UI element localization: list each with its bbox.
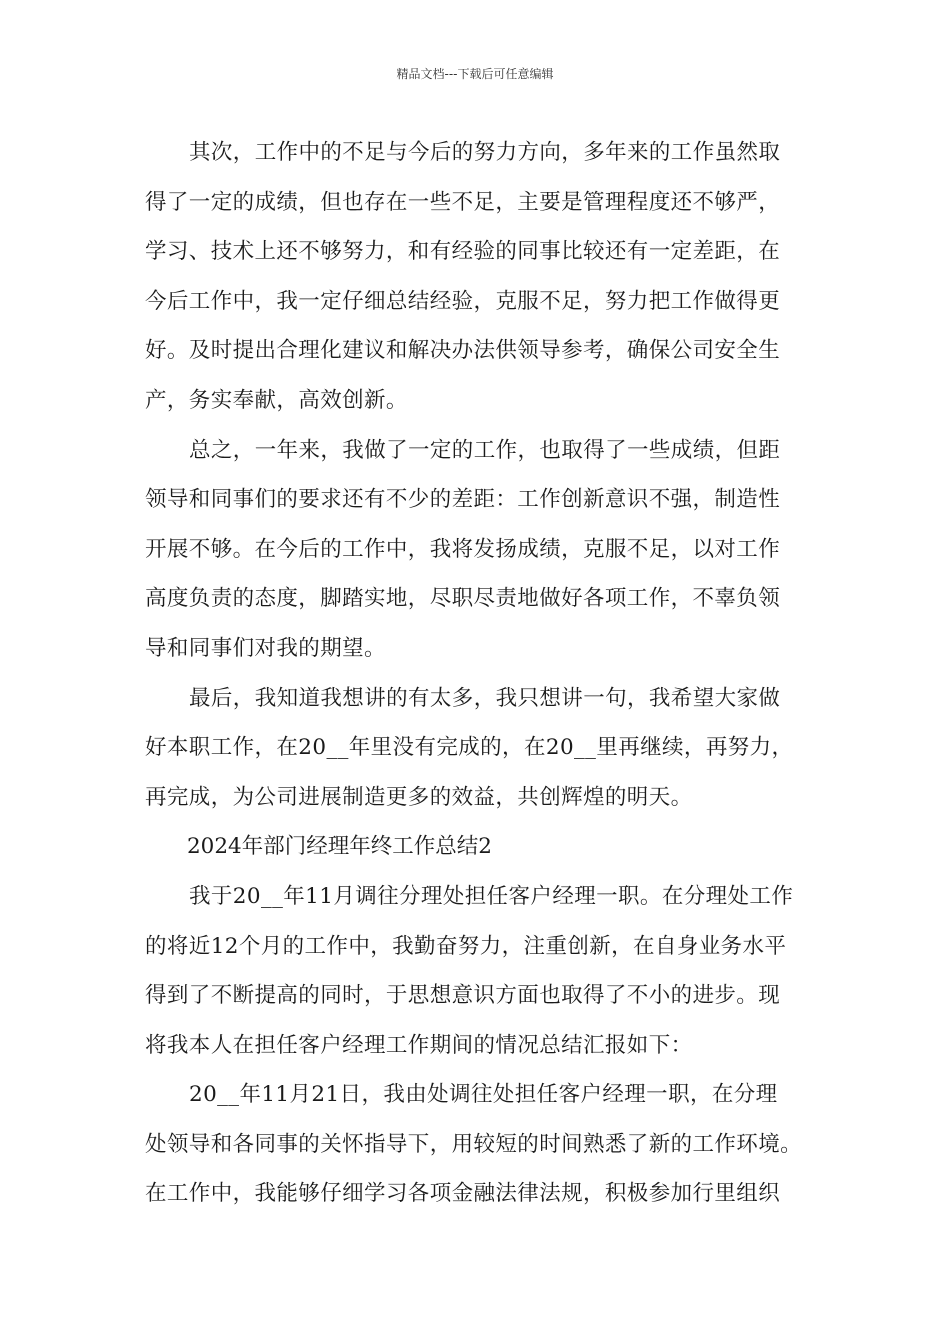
text-line: 导和同事们对我的期望。 [145,635,386,661]
paragraph-details [145,1070,809,1219]
paragraph-summary [145,426,809,674]
text-line: 我于20__年11月调往分理处担任客户经理一职。在分理处工作 [189,883,794,909]
page-header: 精品文档---下载后可任意编辑 [396,67,554,81]
text-line: 处领导和各同事的关怀指导下，用较短的时间熟悉了新的工作环境。 [145,1131,803,1157]
section-heading [145,822,809,872]
text-line: 领导和同事们的要求还有不少的差距：工作创新意识不强，制造性 [145,487,781,513]
text-line: 其次，工作中的不足与今后的努力方向，多年来的工作虽然取 [189,140,781,165]
section-title: 2024年部门经理年终工作总结2 [187,834,492,860]
paragraph-intro [145,872,809,1070]
text-line: 的将近12个月的工作中，我勤奋努力，注重创新，在自身业务水平 [145,933,787,959]
text-line: 总之，一年来，我做了一定的工作，也取得了一些成绩，但距 [189,437,781,463]
text-line: 开展不够。在今后的工作中，我将发扬成绩，克服不足，以对工作 [145,536,781,562]
document-body [145,128,809,1219]
text-line: 产，务实奉献，高效创新。 [145,387,408,413]
paragraph-closing [145,674,809,823]
text-line: 今后工作中，我一定仔细总结经验，克服不足，努力把工作做得更 [145,288,781,314]
text-line: 得到了不断提高的同时，于思想意识方面也取得了不小的进步。现 [145,983,781,1009]
paragraph-shortcomings [145,128,809,426]
text-line: 高度负责的态度，脚踏实地，尽职尽责地做好各项工作，不辜负领 [145,586,781,612]
text-line: 再完成，为公司进展制造更多的效益，共创辉煌的明天。 [145,784,693,810]
text-line: 学习、技术上还不够努力，和有经验的同事比较还有一定差距，在 [145,239,781,265]
text-line: 20__年11月21日，我由处调往处担任客户经理一职，在分理 [189,1082,778,1108]
text-line: 在工作中，我能够仔细学习各项金融法律法规，积极参加行里组织 [145,1181,781,1207]
text-line: 好。及时提出合理化建议和解决办法供领导参考，确保公司安全生 [145,338,781,364]
text-line: 将我本人在担任客户经理工作期间的情况总结汇报如下： [145,1032,693,1058]
text-line: 得了一定的成绩，但也存在一些不足，主要是管理程度还不够严， [145,189,781,215]
text-line: 最后，我知道我想讲的有太多，我只想讲一句，我希望大家做 [189,685,781,711]
text-line: 好本职工作，在20__年里没有完成的，在20__里再继续，再努力， [145,735,794,761]
